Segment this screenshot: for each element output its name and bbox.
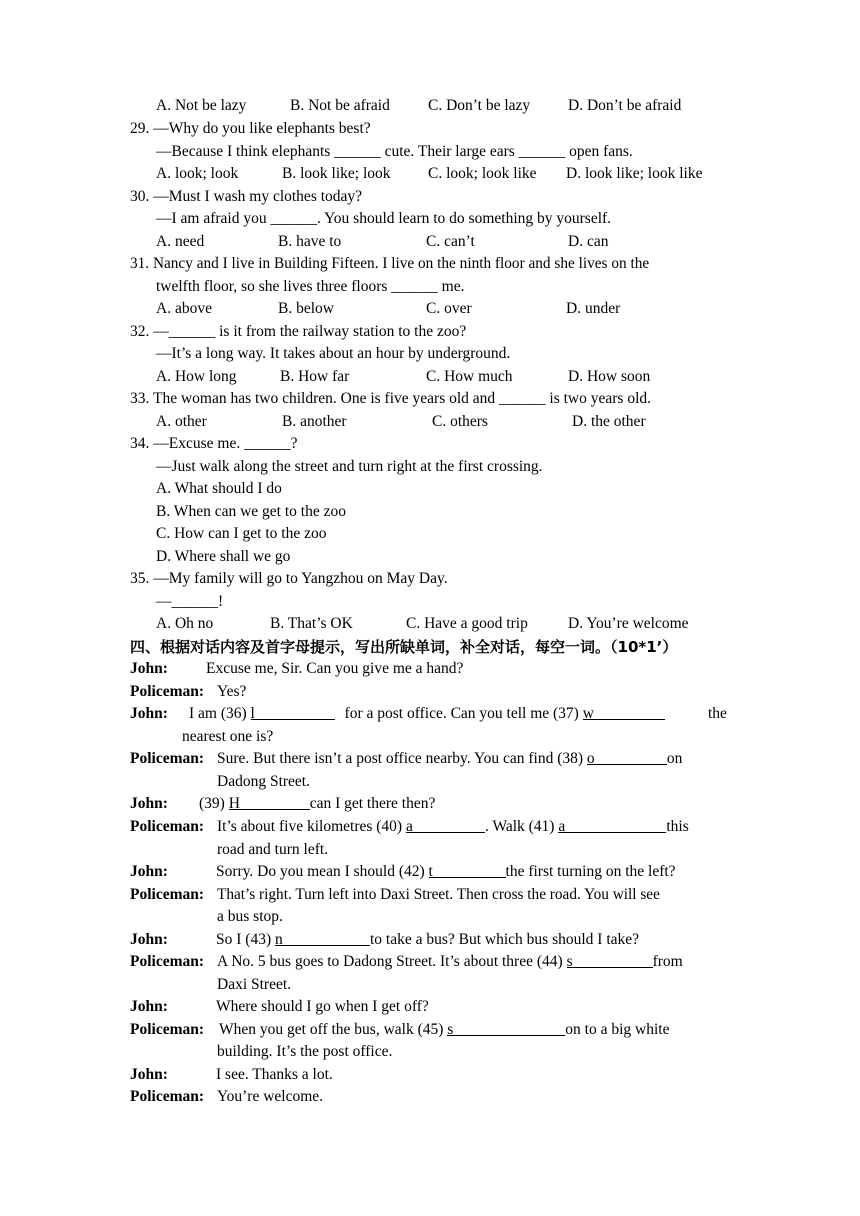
q31-option-a: A. above bbox=[156, 300, 212, 317]
dialogue-line-7: Sorry. Do you mean I should (42) t the first turning on the left? bbox=[216, 863, 676, 880]
q31-option-b: B. below bbox=[278, 300, 334, 317]
speaker-john: John: bbox=[130, 705, 168, 722]
speaker-policeman: Policeman: bbox=[130, 750, 205, 767]
speaker-john: John: bbox=[130, 1066, 168, 1083]
dialogue-line-12-cont: building. It’s the post office. bbox=[217, 1043, 393, 1060]
dialogue-line-6: It’s about five kilometres (40) a . Walk (41) a this bbox=[217, 818, 689, 835]
q35-stem: 35. —My family will go to Yangzhou on May Day. bbox=[130, 570, 448, 587]
q35-answer-line: —______! bbox=[156, 593, 224, 610]
blank-37[interactable]: w bbox=[583, 704, 665, 720]
q28-option-d: D. Don’t be afraid bbox=[568, 97, 682, 114]
speaker-policeman: Policeman: bbox=[130, 886, 205, 903]
q31-option-c: C. over bbox=[426, 300, 472, 317]
speaker-john: John: bbox=[130, 795, 168, 812]
q30-option-d: D. can bbox=[568, 233, 609, 250]
blank-41[interactable]: a bbox=[558, 817, 666, 833]
blank-36[interactable]: l bbox=[251, 704, 335, 720]
q35-option-c: C. Have a good trip bbox=[406, 615, 528, 632]
q31-option-d: D. under bbox=[566, 300, 621, 317]
q29-option-c: C. look; look like bbox=[428, 165, 537, 182]
q31-stem-line1: 31. Nancy and I live in Building Fifteen. I live on the ninth floor and she lives on the bbox=[130, 255, 650, 272]
q32-stem: 32. —______ is it from the railway station to the zoo? bbox=[130, 323, 467, 340]
blank-40[interactable]: a bbox=[406, 817, 485, 833]
q31-stem-line2: twelfth floor, so she lives three floors ______ me. bbox=[156, 278, 465, 295]
q33-option-b: B. another bbox=[282, 413, 347, 430]
dialogue-line-1: Excuse me, Sir. Can you give me a hand? bbox=[206, 660, 464, 677]
q32-option-d: D. How soon bbox=[568, 368, 651, 385]
dialogue-line-8-cont: a bus stop. bbox=[217, 908, 283, 925]
q33-stem: 33. The woman has two children. One is five years old and ______ is two years old. bbox=[130, 390, 652, 407]
q28-option-c: C. Don’t be lazy bbox=[428, 97, 531, 114]
q34-option-d: D. Where shall we go bbox=[156, 548, 291, 565]
dialogue-line-3: I am (36) l for a post office. Can you tell me (37) w bbox=[189, 704, 665, 724]
q32-option-a: A. How long bbox=[156, 368, 237, 385]
blank-44[interactable]: s bbox=[567, 952, 653, 968]
q30-stem: 30. —Must I wash my clothes today? bbox=[130, 188, 363, 205]
q35-option-a: A. Oh no bbox=[156, 615, 214, 632]
q32-option-c: C. How much bbox=[426, 368, 513, 385]
dialogue-line-5: (39) H can I get there then? bbox=[199, 795, 436, 812]
section-4-heading: 四、根据对话内容及首字母提示，写出所缺单词，补全对话，每空一词。（10*1’） bbox=[130, 638, 678, 656]
q33-option-c: C. others bbox=[432, 413, 488, 430]
blank-38[interactable]: o bbox=[587, 749, 667, 765]
dialogue-line-13: I see. Thanks a lot. bbox=[216, 1066, 333, 1083]
dialogue-line-2: Yes? bbox=[217, 683, 247, 700]
q28-option-b: B. Not be afraid bbox=[290, 97, 390, 114]
speaker-john: John: bbox=[130, 660, 168, 677]
blank-45[interactable]: s bbox=[447, 1020, 565, 1036]
q35-option-d: D. You’re welcome bbox=[568, 615, 689, 632]
q34-option-c: C. How can I get to the zoo bbox=[156, 525, 327, 542]
q30-option-a: A. need bbox=[156, 233, 205, 250]
speaker-policeman: Policeman: bbox=[130, 1021, 205, 1038]
q30-option-b: B. have to bbox=[278, 233, 342, 250]
q32-option-b: B. How far bbox=[280, 368, 350, 385]
speaker-john: John: bbox=[130, 863, 168, 880]
q30-answer-line: —I am afraid you ______. You should learn to do something by yourself. bbox=[156, 210, 612, 227]
q34-stem: 34. —Excuse me. ______? bbox=[130, 435, 298, 452]
q29-option-d: D. look like; look like bbox=[566, 165, 703, 182]
speaker-policeman: Policeman: bbox=[130, 818, 205, 835]
blank-43[interactable]: n bbox=[275, 930, 370, 946]
q28-option-a: A. Not be lazy bbox=[156, 97, 247, 114]
dialogue-line-6-cont: road and turn left. bbox=[217, 841, 329, 858]
q29-stem: 29. —Why do you like elephants best? bbox=[130, 120, 371, 137]
q29-option-b: B. look like; look bbox=[282, 165, 391, 182]
q34-answer-line: —Just walk along the street and turn right at the first crossing. bbox=[156, 458, 543, 475]
dialogue-line-9: So I (43) n to take a bus? But which bus should I take? bbox=[216, 931, 640, 948]
speaker-policeman: Policeman: bbox=[130, 953, 205, 970]
dialogue-line-10: A No. 5 bus goes to Dadong Street. It’s about three (44) s from bbox=[217, 953, 683, 970]
dialogue-line-4-cont: Dadong Street. bbox=[217, 773, 310, 790]
dialogue-line-14: You’re welcome. bbox=[217, 1088, 324, 1105]
speaker-policeman: Policeman: bbox=[130, 1088, 205, 1105]
q35-option-b: B. That’s OK bbox=[270, 615, 353, 632]
dialogue-line-12: When you get off the bus, walk (45) s on to a big white bbox=[219, 1021, 670, 1038]
dialogue-line-4: Sure. But there isn’t a post office nearby. You can find (38) o on bbox=[217, 750, 683, 767]
speaker-john: John: bbox=[130, 931, 168, 948]
q29-option-a: A. look; look bbox=[156, 165, 239, 182]
q33-option-d: D. the other bbox=[572, 413, 646, 430]
q32-answer-line: —It’s a long way. It takes about an hour by underground. bbox=[156, 345, 511, 362]
dialogue-line-3-cont: nearest one is? bbox=[182, 728, 274, 745]
dialogue-line-8: That’s right. Turn left into Daxi Street. Then cross the road. You will see bbox=[217, 886, 660, 903]
q30-option-c: C. can’t bbox=[426, 233, 475, 250]
speaker-john: John: bbox=[130, 998, 168, 1015]
speaker-policeman: Policeman: bbox=[130, 683, 205, 700]
blank-39[interactable]: H bbox=[229, 794, 310, 810]
blank-42[interactable]: t bbox=[429, 862, 506, 878]
dialogue-line-11: Where should I go when I get off? bbox=[216, 998, 429, 1015]
q34-option-b: B. When can we get to the zoo bbox=[156, 503, 346, 520]
dialogue-line-10-cont: Daxi Street. bbox=[217, 976, 292, 993]
q34-option-a: A. What should I do bbox=[156, 480, 282, 497]
q33-option-a: A. other bbox=[156, 413, 207, 430]
q29-answer-line: —Because I think elephants ______ cute. Their large ears ______ open fans. bbox=[156, 143, 633, 160]
dialogue-line-3-end: the bbox=[708, 705, 727, 722]
